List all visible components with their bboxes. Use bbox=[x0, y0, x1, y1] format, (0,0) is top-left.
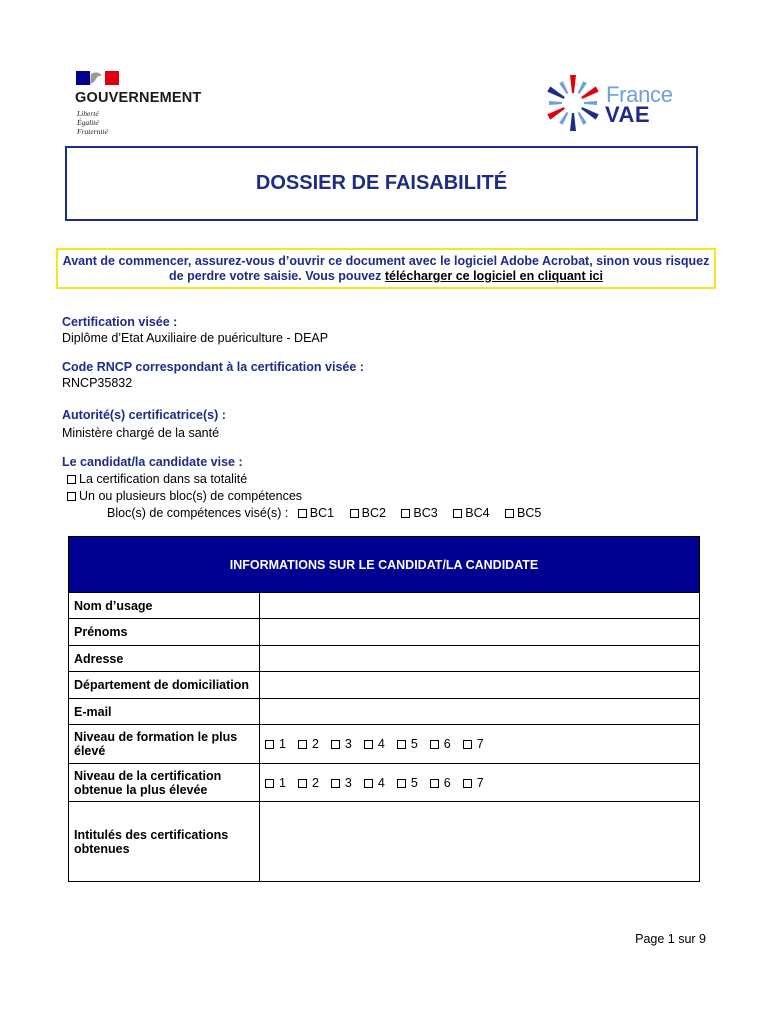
france-vae-logo bbox=[542, 72, 692, 134]
blocks-row bbox=[107, 506, 541, 520]
intitules-label: Intitulés des certifications obtenues bbox=[69, 802, 260, 882]
star-burst-icon bbox=[542, 72, 604, 134]
option-full-label: La certification dans sa totalité bbox=[79, 472, 248, 486]
nom-field[interactable] bbox=[260, 593, 700, 619]
checkbox[interactable] bbox=[67, 492, 76, 501]
warning-text: Avant de commencer, assurez-vous d’ouvrir ce document avec le logiciel Adobe Acrobat, sinon vous risquez de perdre votre saisie. Vous pouvez bbox=[62, 254, 710, 283]
option-blocks-label: Un ou plusieurs bloc(s) de compétences bbox=[79, 489, 303, 503]
checkbox[interactable] bbox=[463, 740, 472, 749]
block-label: BC4 bbox=[465, 506, 490, 520]
checkbox[interactable] bbox=[364, 740, 373, 749]
government-motto bbox=[77, 109, 108, 136]
authority-label: Autorité(s) certificatrice(s) : bbox=[62, 408, 226, 422]
checkbox[interactable] bbox=[463, 779, 472, 788]
level-label: 5 bbox=[410, 737, 418, 751]
certification-value: Diplôme d’Etat Auxiliaire de puériculture - DEAP bbox=[62, 331, 329, 345]
table-row bbox=[69, 725, 700, 764]
block-label: BC3 bbox=[413, 506, 438, 520]
motto-liberte: Liberté bbox=[77, 109, 99, 118]
certification-label: Certification visée : bbox=[62, 315, 178, 329]
checkbox[interactable] bbox=[505, 509, 514, 518]
nom-label: Nom d’usage bbox=[69, 593, 260, 619]
departement-field[interactable] bbox=[260, 672, 700, 699]
level-label: 1 bbox=[279, 737, 286, 751]
level-option[interactable] bbox=[331, 776, 352, 790]
checkbox[interactable] bbox=[430, 779, 439, 788]
adresse-field[interactable] bbox=[260, 646, 700, 672]
checkbox[interactable] bbox=[67, 475, 76, 484]
departement-label: Département de domiciliation bbox=[69, 672, 260, 699]
checkbox[interactable] bbox=[331, 779, 340, 788]
level-option[interactable] bbox=[364, 737, 385, 751]
block-label: BC5 bbox=[517, 506, 542, 520]
block-label: BC1 bbox=[309, 506, 335, 520]
motto-fraternite: Fraternité bbox=[77, 127, 108, 136]
table-row bbox=[69, 699, 700, 725]
level-label: 4 bbox=[377, 737, 385, 751]
candidate-aim-label: Le candidat/la candidate vise : bbox=[62, 455, 243, 469]
table-row bbox=[69, 593, 700, 619]
authority-value: Ministère chargé de la santé bbox=[62, 426, 220, 440]
checkbox[interactable] bbox=[265, 779, 274, 788]
prenoms-label: Prénoms bbox=[69, 619, 260, 646]
option-skill-blocks[interactable] bbox=[67, 489, 302, 503]
table-header-row bbox=[69, 537, 700, 593]
document-title: DOSSIER DE FAISABILITÉ bbox=[255, 172, 508, 194]
block-option-bc4[interactable] bbox=[453, 506, 489, 520]
block-label: BC2 bbox=[361, 506, 386, 520]
checkbox[interactable] bbox=[265, 740, 274, 749]
vae-logo-france: France bbox=[606, 82, 673, 107]
level-option[interactable] bbox=[430, 776, 451, 790]
level-option[interactable] bbox=[364, 776, 385, 790]
checkbox[interactable] bbox=[453, 509, 462, 518]
level-label: 2 bbox=[311, 775, 319, 790]
level-label: 7 bbox=[476, 737, 484, 751]
email-label: E-mail bbox=[69, 699, 260, 725]
checkbox[interactable] bbox=[331, 740, 340, 749]
level-label: 3 bbox=[344, 737, 352, 751]
checkbox[interactable] bbox=[401, 509, 410, 518]
niveau-certification-options bbox=[260, 764, 700, 802]
intitules-field[interactable] bbox=[260, 802, 700, 882]
table-row bbox=[69, 619, 700, 646]
level-label: 5 bbox=[410, 775, 418, 790]
table-header: INFORMATIONS SUR LE CANDIDAT/LA CANDIDATE bbox=[69, 537, 700, 593]
level-label: 1 bbox=[279, 775, 286, 790]
title-box bbox=[65, 146, 698, 221]
block-option-bc3[interactable] bbox=[401, 506, 437, 520]
level-option[interactable] bbox=[463, 776, 484, 790]
niveau-certification-label: Niveau de la certification obtenue la plus élevée bbox=[69, 764, 260, 802]
checkbox[interactable] bbox=[397, 740, 406, 749]
level-option[interactable] bbox=[298, 776, 319, 790]
option-full-certification[interactable] bbox=[67, 472, 247, 486]
checkbox[interactable] bbox=[397, 779, 406, 788]
level-label: 6 bbox=[443, 775, 451, 790]
marianne-flag-icon bbox=[76, 71, 119, 85]
candidate-info-table bbox=[68, 536, 700, 882]
block-option-bc5[interactable] bbox=[505, 506, 541, 520]
government-name: GOUVERNEMENT bbox=[75, 90, 202, 106]
checkbox[interactable] bbox=[298, 740, 307, 749]
level-label: 2 bbox=[311, 737, 319, 751]
checkbox[interactable] bbox=[298, 509, 307, 518]
email-field[interactable] bbox=[260, 699, 700, 725]
level-option[interactable] bbox=[463, 737, 484, 751]
level-label: 7 bbox=[476, 775, 484, 790]
government-logo bbox=[74, 70, 224, 140]
checkbox[interactable] bbox=[298, 779, 307, 788]
adresse-label: Adresse bbox=[69, 646, 260, 672]
table-row bbox=[69, 764, 700, 802]
level-option[interactable] bbox=[430, 737, 451, 751]
rncp-value: RNCP35832 bbox=[62, 376, 133, 390]
download-acrobat-link[interactable]: télécharger ce logiciel en cliquant ici bbox=[384, 269, 603, 283]
block-option-bc2[interactable] bbox=[350, 506, 386, 520]
level-option[interactable] bbox=[397, 737, 418, 751]
page-number: Page 1 sur 9 bbox=[635, 932, 706, 946]
motto-egalite: Égalité bbox=[77, 118, 99, 127]
rncp-label: Code RNCP correspondant à la certification visée : bbox=[62, 360, 364, 374]
table-row bbox=[69, 802, 700, 882]
level-option[interactable] bbox=[265, 776, 286, 790]
level-label: 3 bbox=[344, 775, 352, 790]
vae-logo-vae: VAE bbox=[605, 102, 651, 127]
niveau-formation-label: Niveau de formation le plus élevé bbox=[69, 725, 260, 764]
level-option[interactable] bbox=[265, 737, 286, 751]
level-label: 6 bbox=[443, 737, 451, 751]
checkbox[interactable] bbox=[430, 740, 439, 749]
blocks-label: Bloc(s) de compétences visé(s) : bbox=[107, 506, 289, 520]
table-row bbox=[69, 672, 700, 699]
level-label: 4 bbox=[377, 775, 385, 790]
prenoms-field[interactable] bbox=[260, 619, 700, 646]
level-option[interactable] bbox=[298, 737, 319, 751]
block-option-bc1[interactable] bbox=[298, 506, 334, 520]
level-option[interactable] bbox=[331, 737, 352, 751]
table-row bbox=[69, 646, 700, 672]
niveau-formation-options bbox=[260, 725, 700, 764]
checkbox[interactable] bbox=[364, 779, 373, 788]
acrobat-warning bbox=[56, 248, 716, 289]
level-option[interactable] bbox=[397, 776, 418, 790]
checkbox[interactable] bbox=[350, 509, 359, 518]
